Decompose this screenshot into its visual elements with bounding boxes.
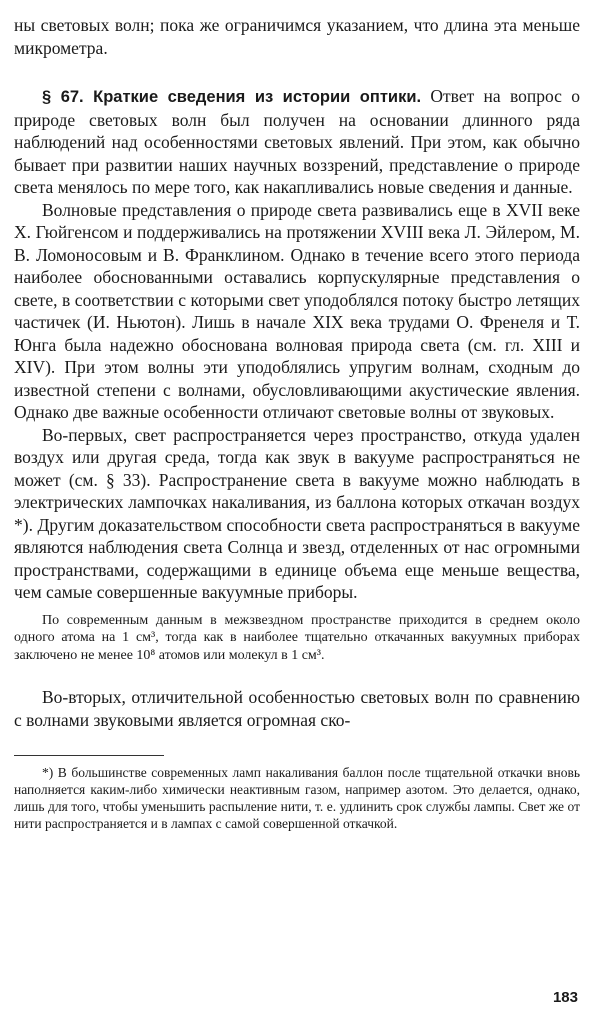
small-print-note: По современным данным в межзвездном пространстве приходится в среднем около одного атома на 1 см³, тогда как в наиболее тщательно откачанных вакуумных приборах заключено не менее 10⁸ атомов или молекул в 1 см³. xyxy=(14,612,580,663)
body-paragraph-2: Во-первых, свет распространяется через пространство, откуда удален воздух или другая среда, тогда как звук в вакууме распространяться не может (см. § 33). Распространение света в вакууме можно наблюдать в электрических лампочках накаливания, из баллона которых откачан воздух *). Другим доказательством способности света распространяться в вакууме являются наблюдения света Солнца и звезд, отделенных от нас огромными пространствами, содержащими в единице объема еще меньше вещества, чем самые совершенные вакуумные приборы. xyxy=(14,424,580,602)
continued-paragraph: ны световых волн; пока же ограничимся указанием, что длина эта меньше микрометра. xyxy=(14,15,580,58)
section-heading: § 67. Краткие сведения из истории оптики. xyxy=(42,88,422,106)
footnote: *) В большинстве современных ламп накаливания баллон после тщательной откачки вновь наполняется каким-либо химически неактивным газом, например азотом. Это делается, однако, лишь для того, чтобы уменьшить распыление нити, т. е. удлинить срок службы лампы. Свет же от нити распространяется и в лампах с самой совершенной откачкой. xyxy=(14,765,580,831)
section-intro-text: Ответ на вопрос о природе световых волн был получен на основании длинного ряда наблюдений над особенностями световых явлений. При этом, как обычно бывает при развитии наших научных воззрений, представление о природе света менялось по мере того, как накапливались новые сведения и данные. xyxy=(14,86,580,197)
page-content xyxy=(14,14,580,832)
body-paragraph-1: Волновые представления о природе света развивались еще в XVII веке Х. Гюйгенсом и поддерживались на протяжении XVIII века Л. Эйлером, М. В. Ломоносовым и В. Франклином. Однако в течение всего этого периода наиболее обоснованными оставались корпускулярные представления о свете, в соответствии с которыми свет уподоблялся потоку быстро летящих частичек (И. Ньютон). Лишь в начале XIX века трудами О. Френеля и Т. Юнга была надежно обоснована волновая природа света (см. гл. XIII и XIV). При этом волны эти уподоблялись упругим волнам, сходным до известной степени с волнами, обусловливающими акустические явления. Однако две важные особенности отличают световые волны от звуковых. xyxy=(14,199,580,422)
section-paragraph xyxy=(14,85,580,199)
body-paragraph-3: Во-вторых, отличительной особенностью световых волн по сравнению с волнами звуковыми является огромная ско- xyxy=(14,687,580,730)
footnote-divider xyxy=(14,755,164,756)
page-number: 183 xyxy=(552,989,578,1006)
